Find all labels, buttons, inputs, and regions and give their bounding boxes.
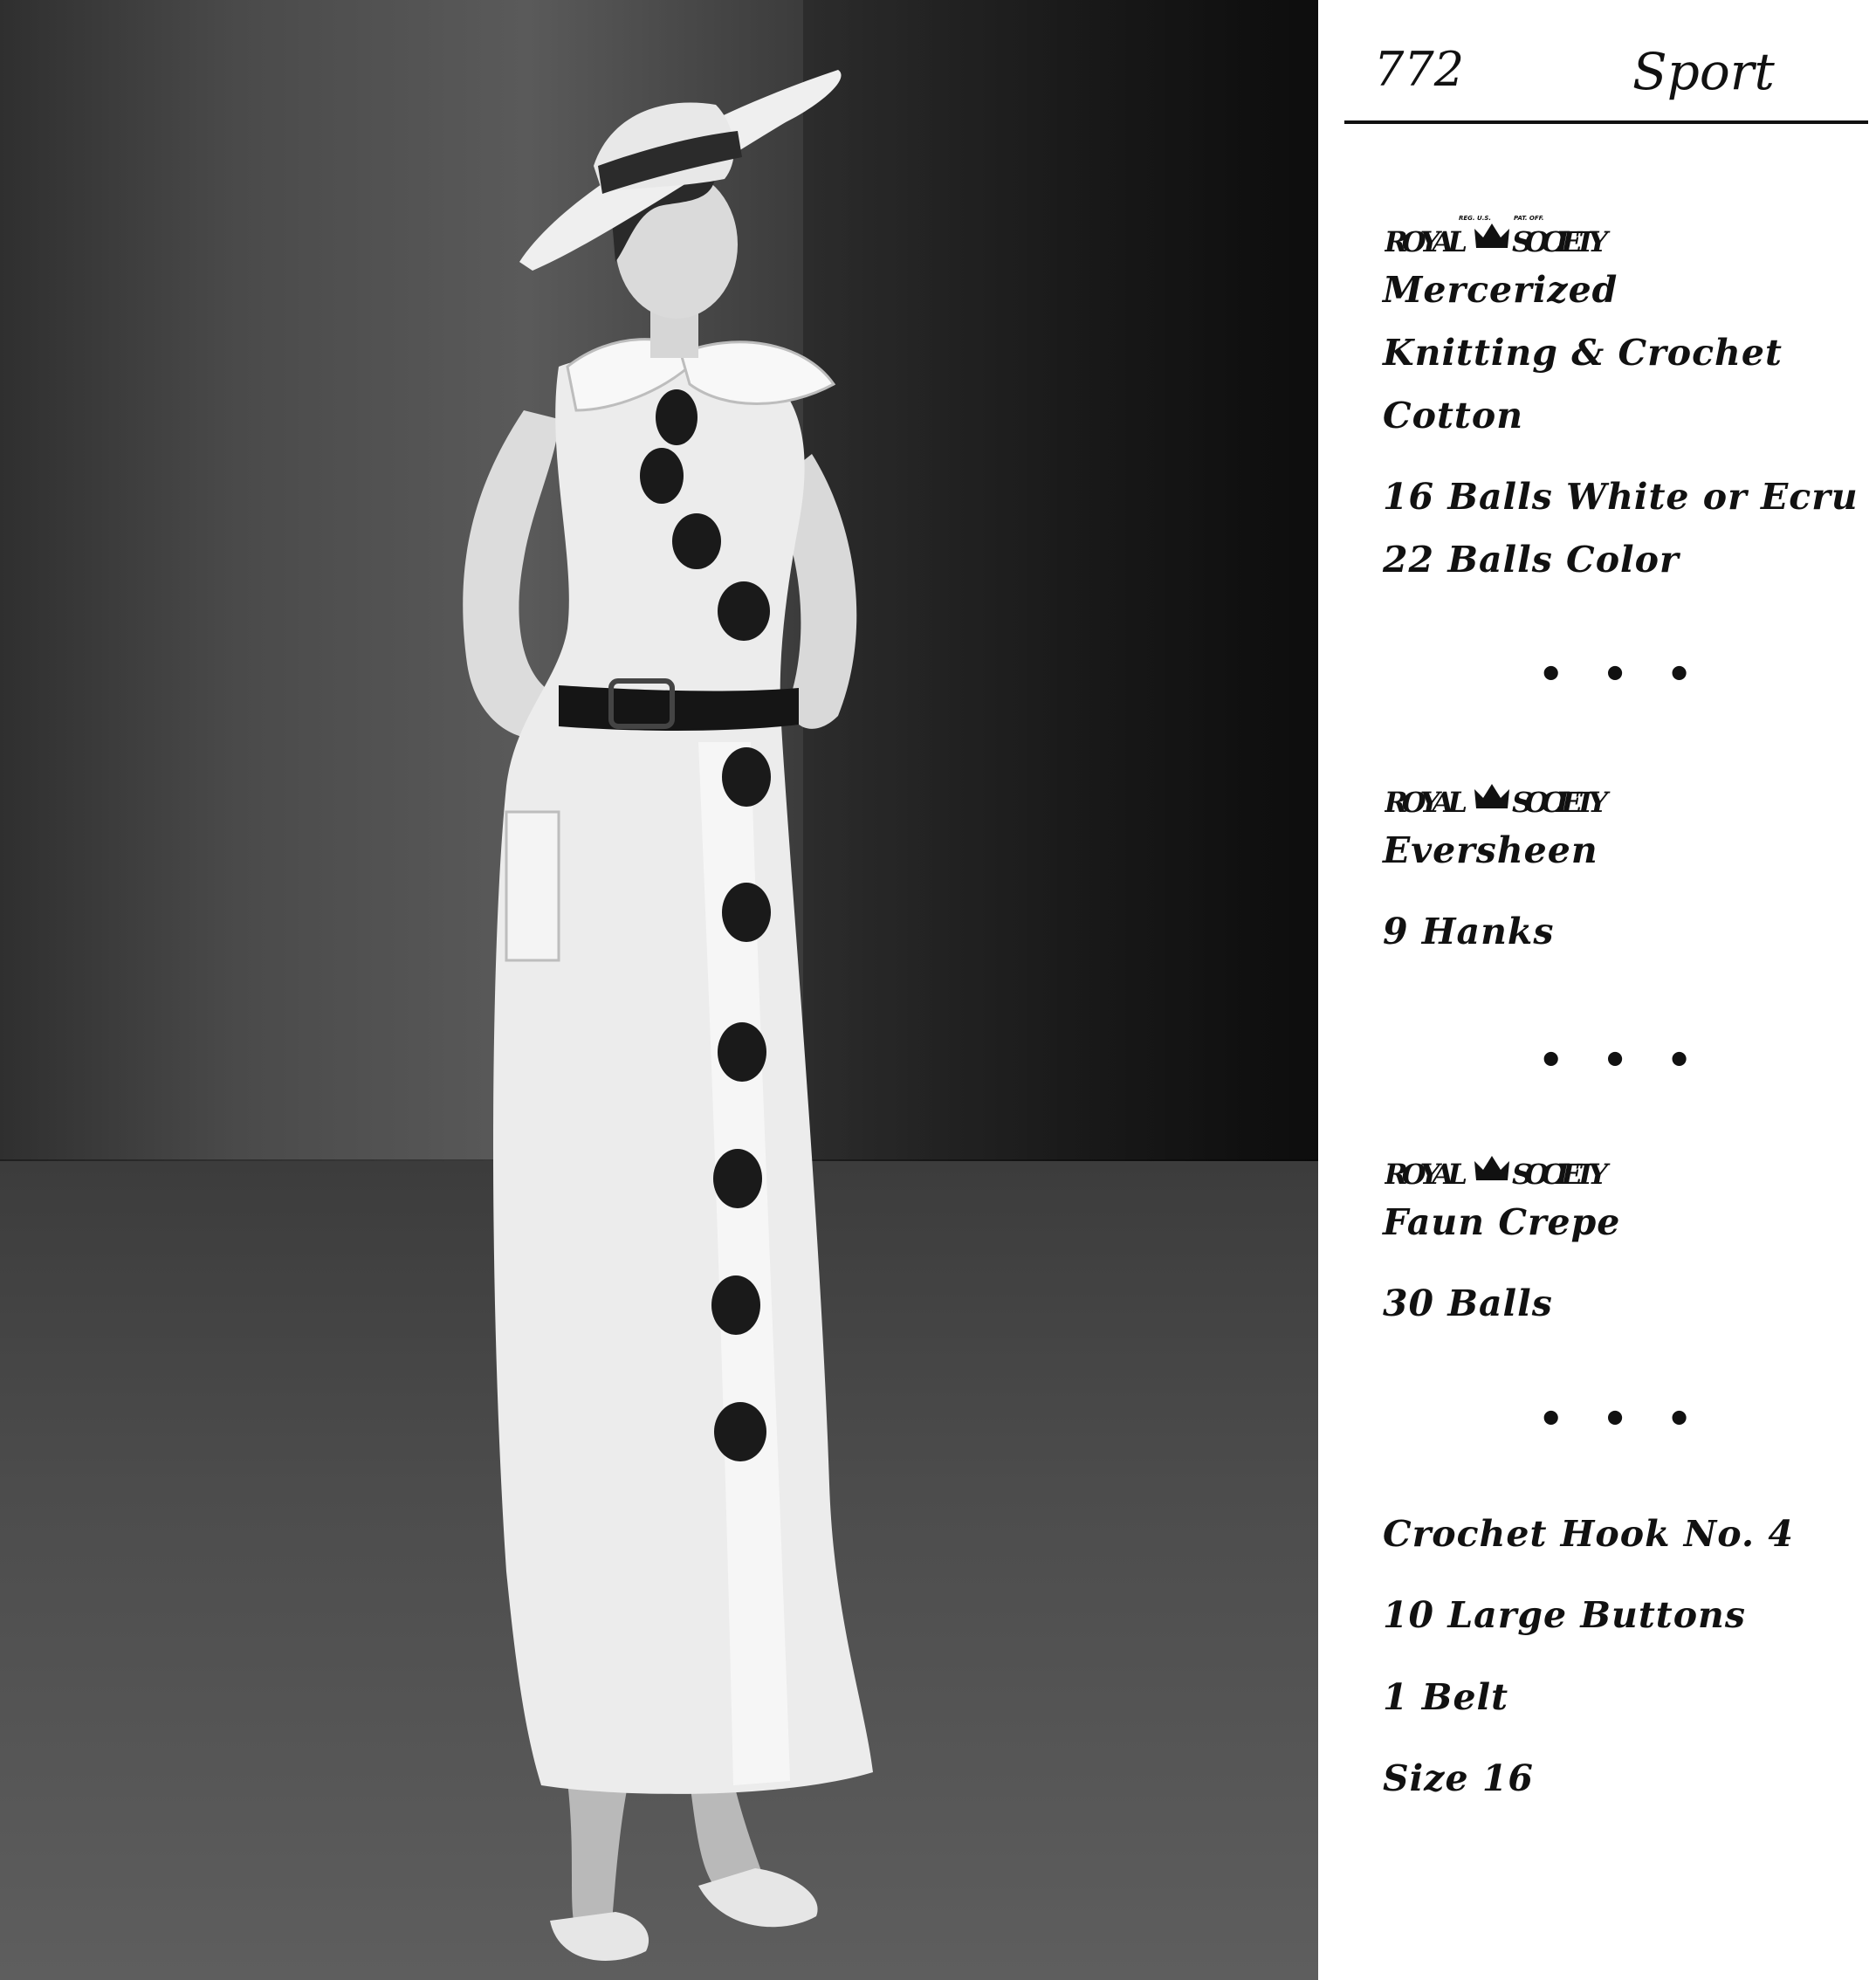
quantity-line: 22 Balls Color xyxy=(1383,539,1680,581)
material-line: Eversheen xyxy=(1383,829,1598,871)
royal-society-logo xyxy=(1385,770,1611,824)
royal-society-logo xyxy=(1385,210,1611,264)
royal-society-logo xyxy=(1385,1142,1611,1196)
crown-icon xyxy=(1474,1156,1509,1180)
quantity-line: 30 Balls xyxy=(1383,1282,1553,1324)
svg-text:SOCIETY: SOCIETY xyxy=(1512,786,1608,819)
supply-line: 10 Large Buttons xyxy=(1383,1594,1746,1636)
svg-text:ROYAL: ROYAL xyxy=(1385,786,1467,819)
crown-icon xyxy=(1474,223,1509,248)
supply-line: Size 16 xyxy=(1383,1757,1534,1799)
supply-line: 1 Belt xyxy=(1383,1676,1509,1718)
material-line: Cotton xyxy=(1383,395,1524,437)
quantity-line: 9 Hanks xyxy=(1383,911,1555,952)
dress-belt xyxy=(559,685,799,731)
quantity-line: 16 Balls White or Ecru xyxy=(1383,476,1859,518)
section-divider: • • • xyxy=(1538,1395,1705,1442)
crown-icon xyxy=(1474,784,1509,808)
dress-pocket xyxy=(506,812,559,960)
section-divider: • • • xyxy=(1538,650,1705,698)
svg-text:SOCIETY: SOCIETY xyxy=(1512,225,1608,258)
pattern-number: 772 xyxy=(1374,42,1465,97)
header-rule xyxy=(1344,120,1868,124)
supply-line: Crochet Hook No. 4 xyxy=(1383,1513,1794,1555)
svg-text:SOCIETY: SOCIETY xyxy=(1512,1158,1608,1191)
pattern-category: Sport xyxy=(1632,42,1775,101)
model-leg-left xyxy=(567,1781,629,1934)
svg-text:ROYAL: ROYAL xyxy=(1385,1158,1467,1191)
materials-panel xyxy=(1318,0,1876,1980)
section-divider: • • • xyxy=(1538,1036,1705,1083)
brand-mark-right: PAT. OFF. xyxy=(1514,215,1544,222)
model-shoe-left xyxy=(550,1912,649,1961)
material-line: Faun Crepe xyxy=(1383,1201,1621,1243)
material-line: Knitting & Crochet xyxy=(1383,332,1783,374)
material-line: Mercerized xyxy=(1383,269,1618,311)
brand-mark-left: REG. U.S. xyxy=(1459,215,1492,222)
brand-name: ROYAL xyxy=(1385,225,1467,258)
